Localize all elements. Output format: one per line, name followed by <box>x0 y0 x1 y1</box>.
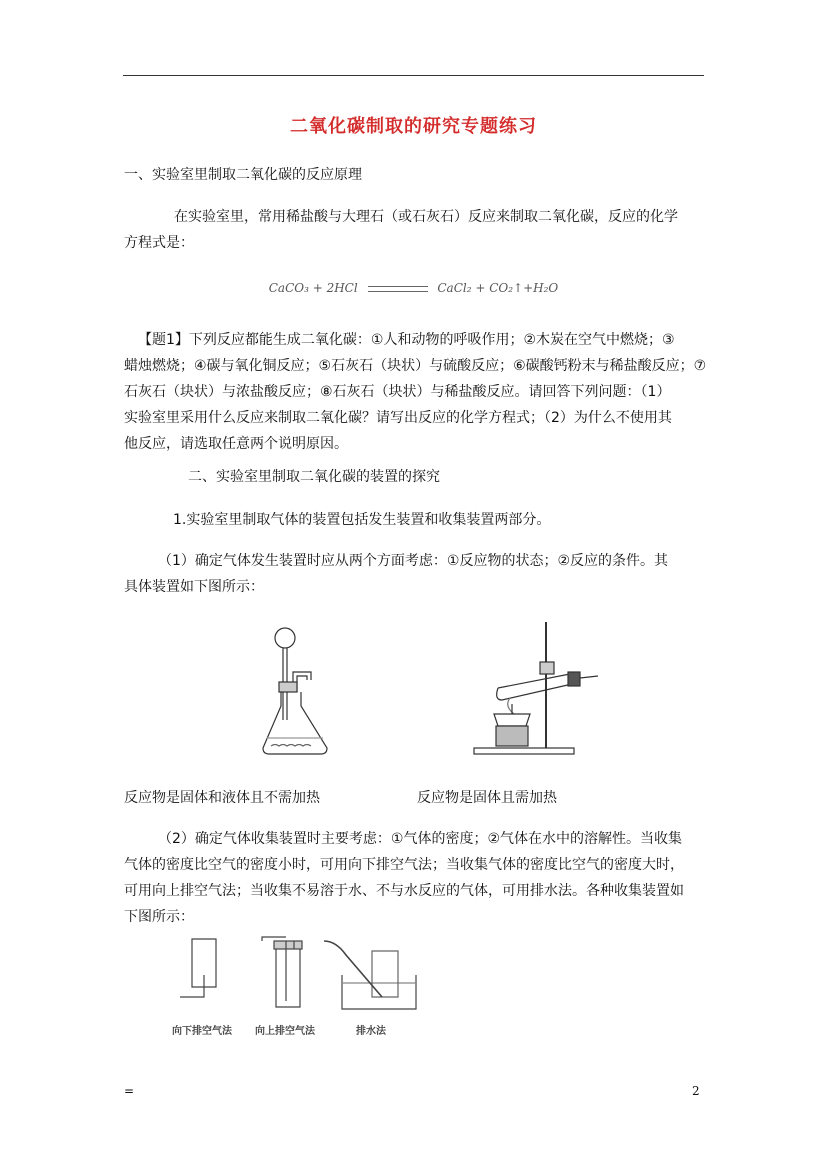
section2-sub2-line: 气体的密度比空气的密度小时，可用向下排空气法；当收集气体的密度比空气的密度大时， <box>124 857 684 873</box>
label-water-displacement: 排水法 <box>356 1026 386 1037</box>
section2-sub1-line2: 具体装置如下图所示： <box>124 579 264 595</box>
caption-heating-apparatus: 反应物是固体且需加热 <box>417 790 557 806</box>
footer-left-mark: = <box>124 1084 135 1098</box>
equation-reactants: CaCO₃ + 2HCl <box>268 281 358 295</box>
problem1-line: 蜡烛燃烧；④碳与氧化铜反应；⑤石灰石（块状）与硫酸反应；⑥碳酸钙粉末与稀盐酸反应；⑦ <box>124 358 707 374</box>
page-title: 二氧化碳制取的研究专题练习 <box>290 116 537 137</box>
label-upward-air-displacement: 向上排空气法 <box>255 1026 315 1037</box>
problem1-line: 【题1】下列反应都能生成二氧化碳：①人和动物的呼吸作用；②木炭在空气中燃烧；③ <box>138 332 675 348</box>
section1-heading: 一、实验室里制取二氧化碳的反应原理 <box>124 167 362 183</box>
section2-sub1-line1: （1）确定气体发生装置时应从两个方面考虑：①反应物的状态；②反应的条件。其 <box>158 553 669 569</box>
section1-paragraph-line1: 在实验室里，常用稀盐酸与大理石（或石灰石）反应来制取二氧化碳，反应的化学 <box>174 209 678 225</box>
flask-apparatus-diagram <box>255 620 335 760</box>
caption-flask-apparatus: 反应物是固体和液体且不需加热 <box>124 790 320 806</box>
section2-sub2-line: 下图所示： <box>124 909 194 925</box>
problem1-line: 他反应，请选取任意两个说明原因。 <box>124 436 348 452</box>
collection-apparatus-diagram <box>176 935 426 1020</box>
label-downward-air-displacement: 向下排空气法 <box>172 1026 232 1037</box>
section2-point1: 1.实验室里制取气体的装置包括发生装置和收集装置两部分。 <box>173 512 551 528</box>
section2-sub2-line: （2）确定气体收集装置时主要考虑：①气体的密度；②气体在水中的溶解性。当收集 <box>158 831 683 847</box>
equation-products: CaCl₂ + CO₂↑+H₂O <box>437 281 559 295</box>
header-rule <box>123 75 704 76</box>
section1-paragraph-line2: 方程式是： <box>124 235 194 251</box>
page-number: 2 <box>692 1084 700 1098</box>
heating-apparatus-diagram <box>470 618 600 758</box>
equation-equals-sign <box>368 286 428 292</box>
problem1-line: 实验室里采用什么反应来制取二氧化碳？请写出反应的化学方程式；（2）为什么不使用其 <box>124 410 672 426</box>
chemical-equation <box>0 281 827 295</box>
section2-heading: 二、实验室里制取二氧化碳的装置的探究 <box>188 469 440 485</box>
problem1-line: 石灰石（块状）与浓盐酸反应；⑧石灰石（块状）与稀盐酸反应。请回答下列问题：（1） <box>124 384 671 400</box>
section2-sub2-line: 可用向上排空气法；当收集不易溶于水、不与水反应的气体，可用排水法。各种收集装置如 <box>124 883 684 899</box>
